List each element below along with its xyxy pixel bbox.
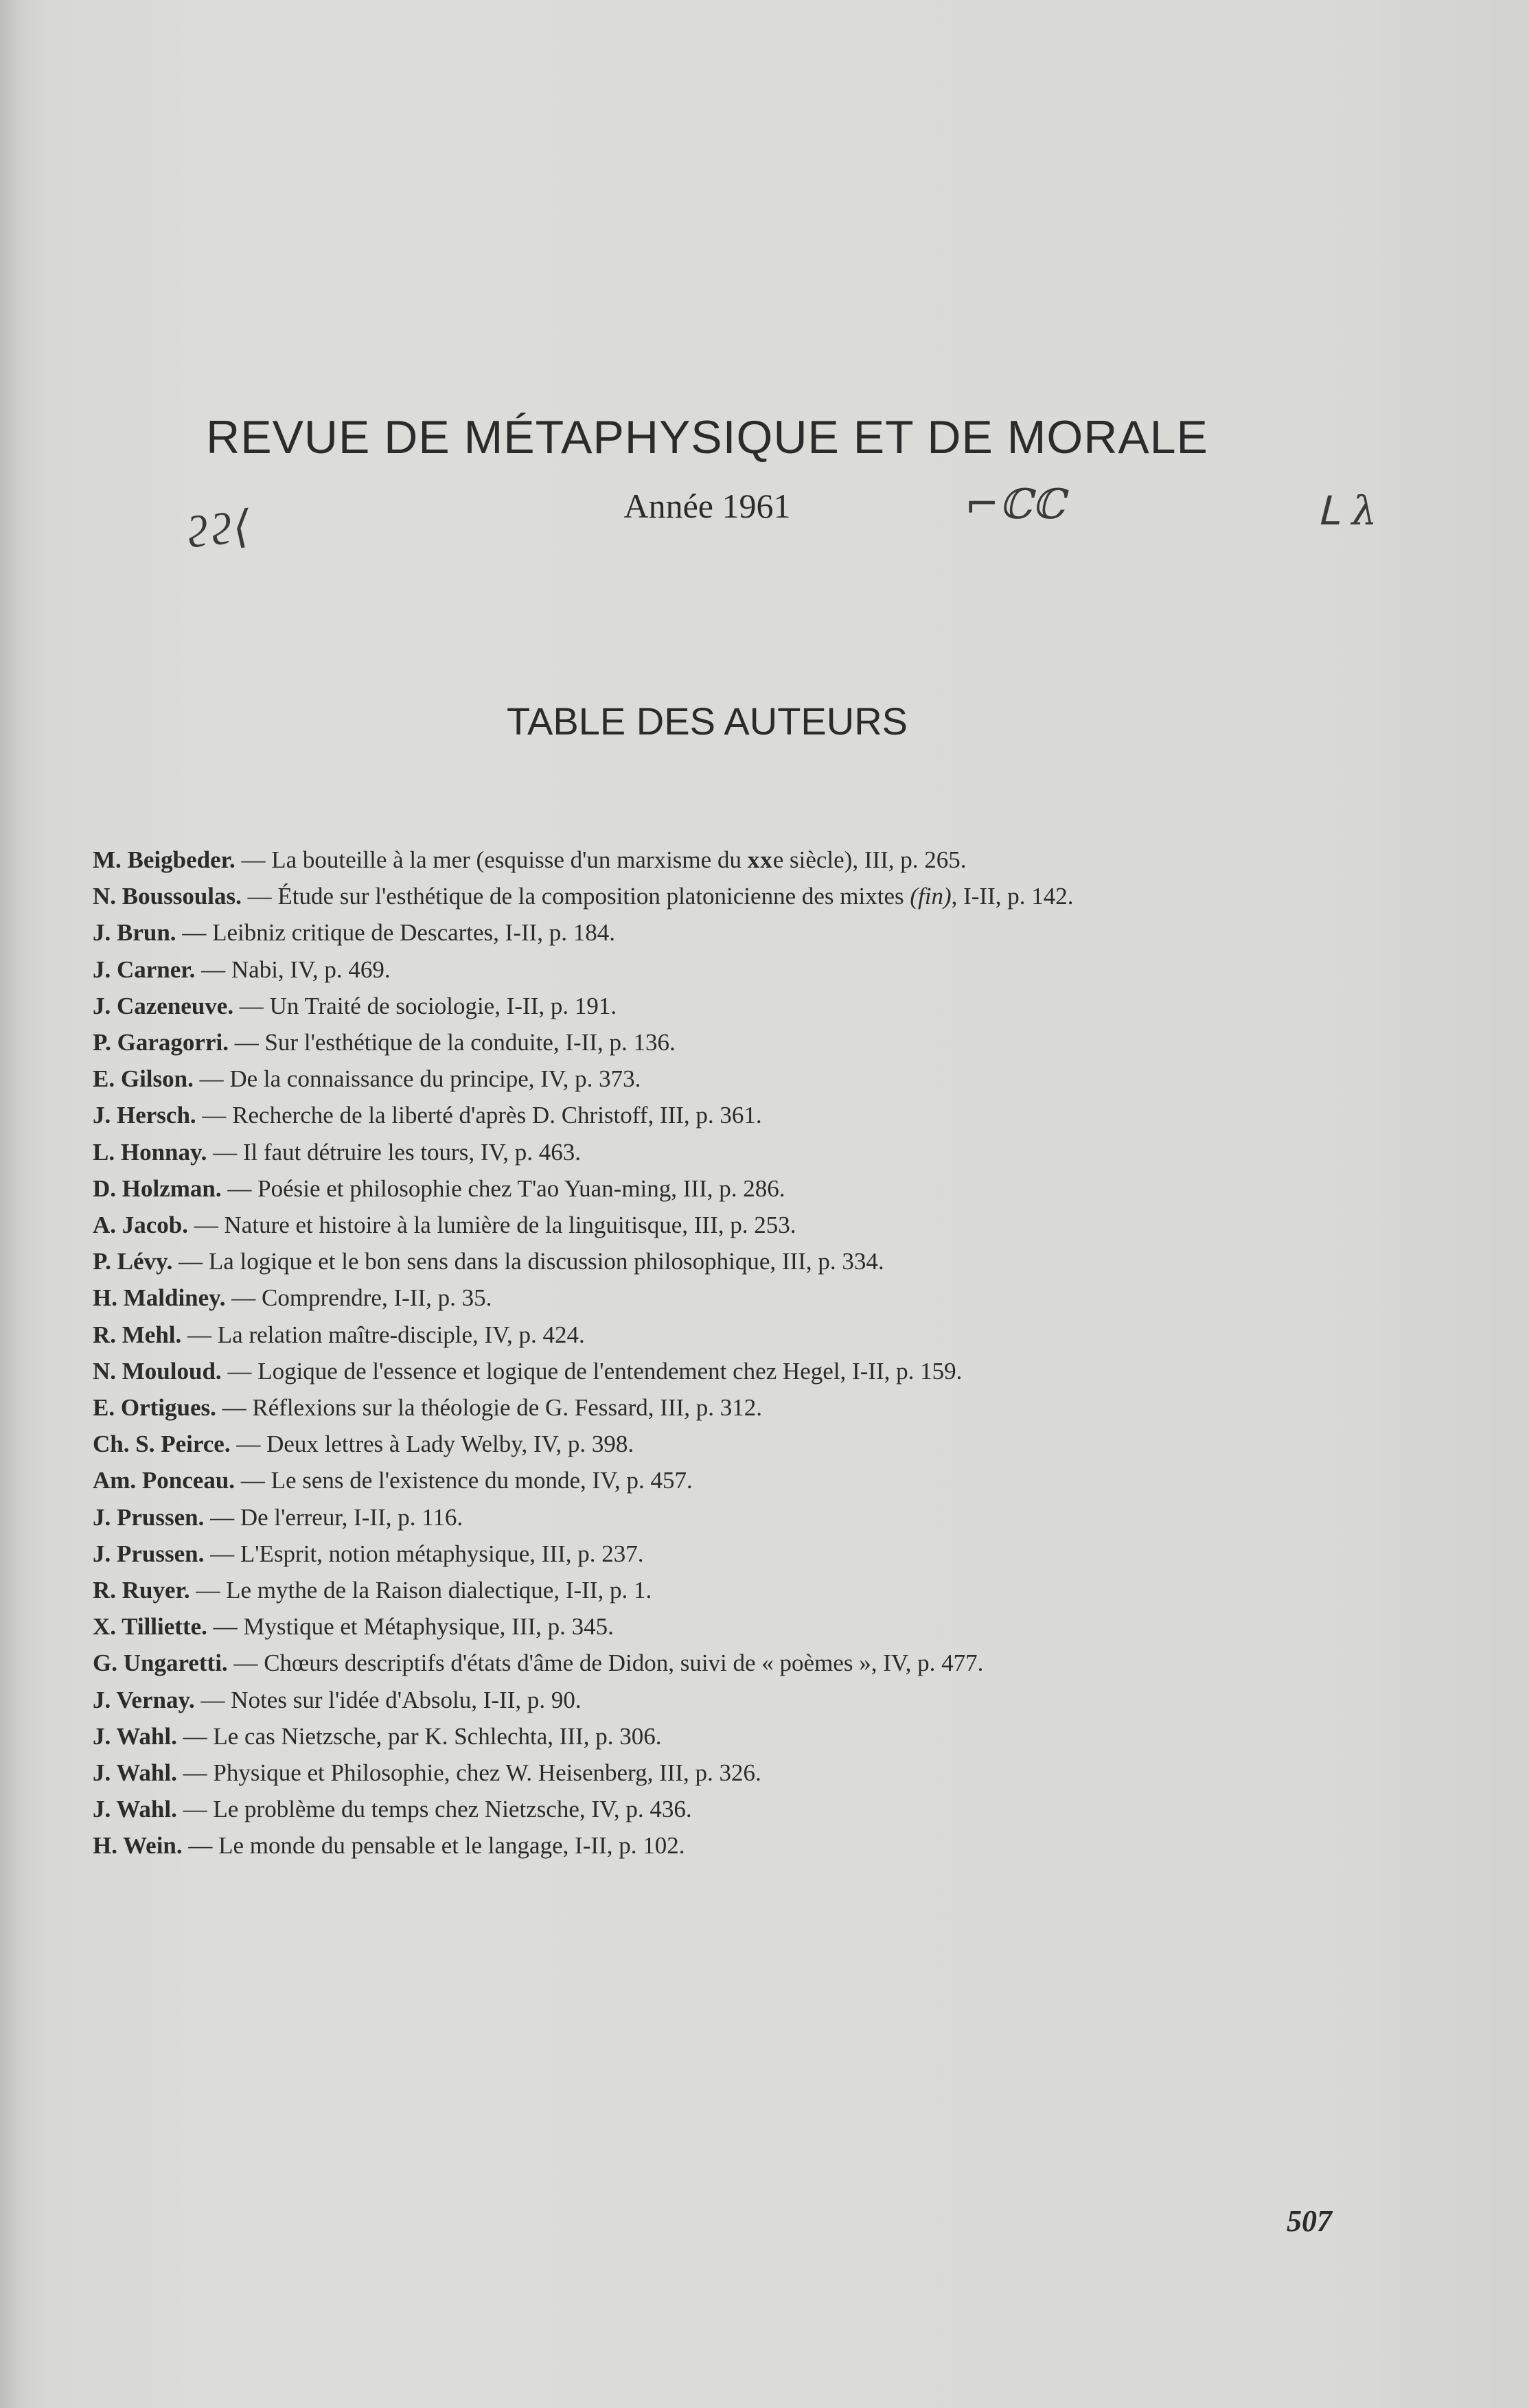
author-entry [93, 914, 1342, 951]
author-index-list [93, 842, 1342, 1864]
author-entry [93, 1426, 1342, 1462]
handwritten-annotation-middle: ⌐ℂℂ [965, 481, 1065, 529]
author-name: H. Maldiney. [93, 1284, 226, 1312]
author-entry [93, 1134, 1342, 1170]
author-name: J. Carner. [93, 956, 196, 983]
entry-text: — Mystique et Métaphysique, III, p. 345. [207, 1613, 614, 1641]
entry-text: — Sur l'esthétique de la conduite, I-II, p. 136. [228, 1029, 676, 1056]
author-entry [93, 1170, 1342, 1207]
author-entry [93, 1353, 1342, 1389]
entry-italic-note: (fin) [910, 883, 952, 910]
entry-text: — Réflexions sur la théologie de G. Fessard, III, p. 312. [216, 1394, 762, 1422]
author-entry [93, 1097, 1342, 1133]
entry-text: — La logique et le bon sens dans la discussion philosophique, III, p. 334. [172, 1248, 884, 1275]
author-name: J. Wahl. [93, 1759, 177, 1787]
entry-text: — Recherche de la liberté d'après D. Christoff, III, p. 361. [196, 1102, 762, 1129]
author-name: A. Jacob. [93, 1212, 189, 1239]
entry-text: — La bouteille à la mer (esquisse d'un marxisme du [235, 846, 748, 873]
author-name: L. Honnay. [93, 1138, 207, 1166]
author-entry [93, 1389, 1342, 1426]
author-entry [93, 1024, 1342, 1061]
author-name: Ch. S. Peirce. [93, 1431, 231, 1458]
author-entry [93, 1755, 1342, 1791]
author-name: P. Garagorri. [93, 1029, 229, 1056]
author-name: J. Prussen. [93, 1540, 205, 1567]
author-entry [93, 1645, 1342, 1681]
entry-text: — Nabi, IV, p. 469. [195, 956, 391, 983]
entry-text: — Étude sur l'esthétique de la composition platonicienne des mixtes [241, 883, 910, 910]
author-entry [93, 1791, 1342, 1827]
author-entry [93, 1572, 1342, 1608]
handwritten-annotation-left: ϩϩ⟨ [183, 501, 253, 559]
author-entry [93, 1317, 1342, 1353]
author-entry [93, 988, 1342, 1024]
entry-text: — Le problème du temps chez Nietzsche, IV, p. 436. [176, 1796, 692, 1823]
entry-text: — Le cas Nietzsche, par K. Schlechta, III, p. 306. [176, 1722, 662, 1750]
entry-text: — Comprendre, I-II, p. 35. [225, 1284, 492, 1312]
entry-text: — Le monde du pensable et le langage, I-II, p. 102. [182, 1832, 685, 1860]
section-title: TABLE DES AUTEURS [506, 699, 908, 743]
entry-text: — Un Traité de sociologie, I-II, p. 191. [233, 992, 617, 1019]
author-name: N. Mouloud. [93, 1357, 222, 1385]
author-entry [93, 1207, 1342, 1243]
author-name: J. Brun. [93, 919, 176, 947]
author-name: E. Gilson. [93, 1065, 194, 1093]
author-name: J. Wahl. [93, 1796, 177, 1823]
author-name: J. Cazeneuve. [93, 992, 234, 1019]
author-name: R. Ruyer. [93, 1577, 190, 1604]
author-entry [93, 1536, 1342, 1572]
author-entry [93, 1243, 1342, 1280]
handwritten-annotation-right: ᒪ λ [1317, 487, 1377, 534]
entry-text: — La relation maître-disciple, IV, p. 424. [181, 1321, 585, 1348]
author-entry [93, 1061, 1342, 1097]
author-name: M. Beigbeder. [93, 846, 235, 873]
entry-text: — Nature et histoire à la lumière de la linguitisque, III, p. 253. [188, 1212, 796, 1239]
author-entry [93, 1718, 1342, 1755]
entry-text: — Leibniz critique de Descartes, I-II, p. 184. [176, 919, 616, 947]
entry-text: — Deux lettres à Lady Welby, IV, p. 398. [230, 1431, 634, 1458]
author-name: J. Prussen. [93, 1503, 205, 1531]
author-name: N. Boussoulas. [93, 883, 242, 910]
author-entry [93, 1682, 1342, 1718]
author-entry [93, 878, 1342, 914]
entry-text: — Physique et Philosophie, chez W. Heisenberg, III, p. 326. [176, 1759, 761, 1787]
author-name: E. Ortigues. [93, 1394, 216, 1422]
entry-text: — L'Esprit, notion métaphysique, III, p. 237. [204, 1540, 644, 1567]
author-name: D. Holzman. [93, 1174, 222, 1202]
entry-text: — Logique de l'essence et logique de l'entendement chez Hegel, I-II, p. 159. [221, 1357, 963, 1385]
publication-year: Année 1961 [623, 487, 791, 525]
author-entry [93, 1827, 1342, 1864]
author-entry [93, 1462, 1342, 1498]
author-name: X. Tilliette. [93, 1613, 207, 1641]
journal-title: REVUE DE MÉTAPHYSIQUE ET DE MORALE [206, 411, 1208, 463]
author-name: H. Wein. [93, 1832, 183, 1860]
entry-text: — Il faut détruire les tours, IV, p. 463. [207, 1138, 581, 1166]
entry-text: — De l'erreur, I-II, p. 116. [204, 1503, 463, 1531]
entry-text-end: e siècle), III, p. 265. [772, 846, 967, 873]
author-entry [93, 951, 1342, 988]
author-entry [93, 1499, 1342, 1536]
entry-text-end: , I-II, p. 142. [951, 883, 1074, 910]
author-name: J. Wahl. [93, 1722, 177, 1750]
author-entry [93, 1608, 1342, 1645]
entry-text: — Le sens de l'existence du monde, IV, p. 457. [235, 1467, 693, 1494]
author-name: J. Hersch. [93, 1102, 196, 1129]
entry-text: — Le mythe de la Raison dialectique, I-II, p. 1. [189, 1577, 652, 1604]
entry-text: — De la connaissance du principe, IV, p. 373. [193, 1065, 641, 1093]
entry-text: — Chœurs descriptifs d'états d'âme de Didon, suivi de « poèmes », IV, p. 477. [227, 1649, 984, 1677]
author-name: R. Mehl. [93, 1321, 182, 1348]
author-name: Am. Ponceau. [93, 1467, 235, 1494]
author-name: G. Ungaretti. [93, 1649, 228, 1677]
author-entry [93, 842, 1342, 878]
page-number: 507 [1287, 2204, 1332, 2238]
author-name: P. Lévy. [93, 1248, 173, 1275]
entry-text: — Notes sur l'idée d'Absolu, I-II, p. 90. [194, 1686, 582, 1713]
century-numeral: xx [747, 846, 773, 873]
author-entry [93, 1280, 1342, 1316]
entry-text: — Poésie et philosophie chez T'ao Yuan-ming, III, p. 286. [221, 1174, 785, 1202]
author-name: J. Vernay. [93, 1686, 195, 1713]
